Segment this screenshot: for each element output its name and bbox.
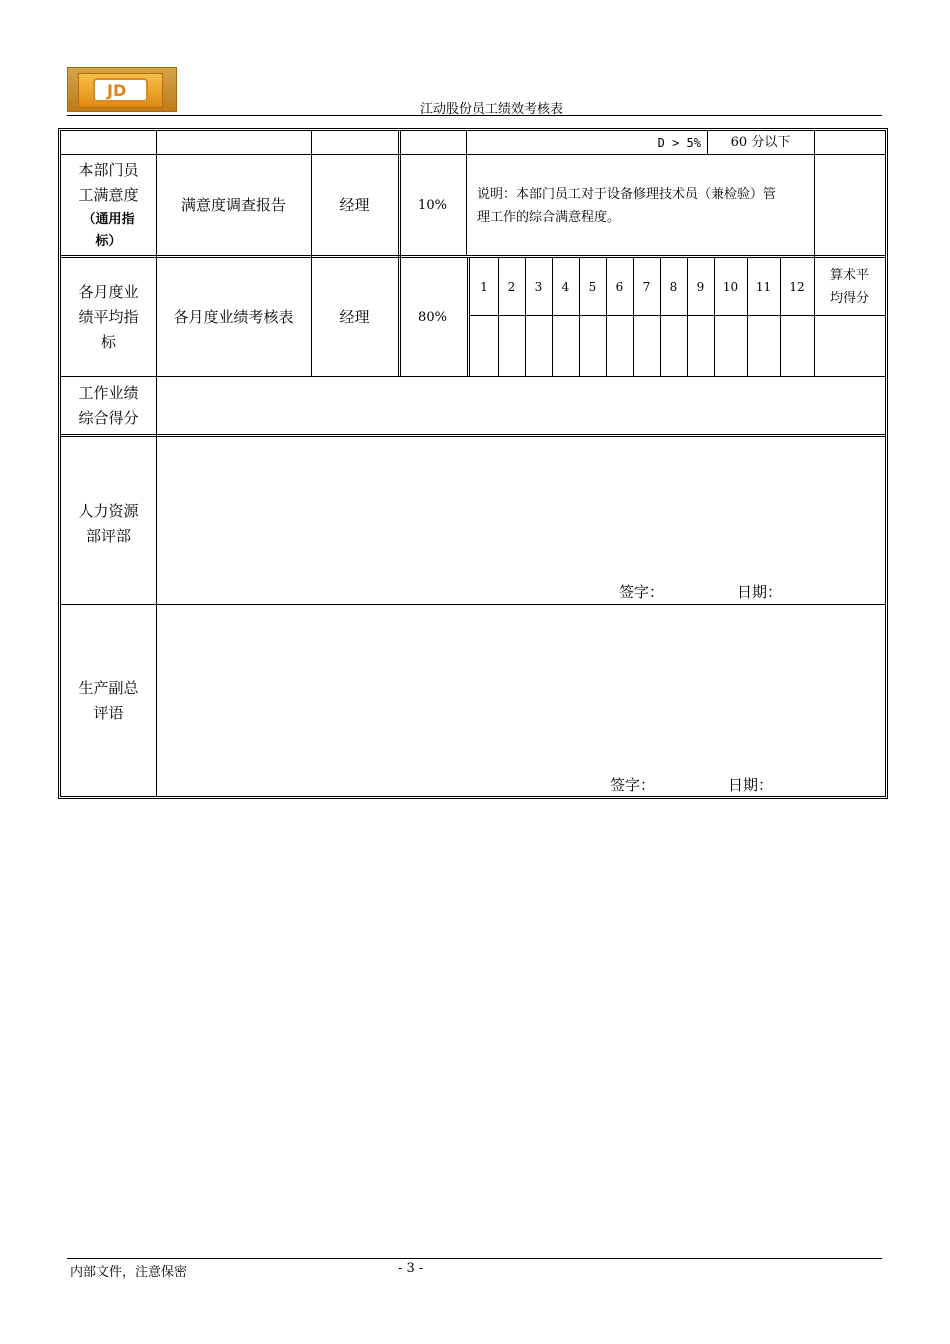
header-divider bbox=[67, 115, 882, 116]
indicator-name-line: 各月度业 bbox=[78, 282, 139, 301]
month-header: 6 bbox=[615, 279, 624, 294]
month-header: 10 bbox=[722, 279, 739, 294]
satisfaction-note bbox=[470, 155, 814, 255]
average-score-label bbox=[814, 258, 885, 315]
row-divider bbox=[470, 315, 885, 316]
confidential-notice: 内部文件，注意保密 bbox=[70, 1265, 188, 1280]
overall-label-line: 综合得分 bbox=[78, 408, 139, 427]
company-logo bbox=[67, 67, 177, 112]
month-header: 11 bbox=[755, 279, 772, 294]
month-header: 9 bbox=[696, 279, 705, 294]
logo-text: JD bbox=[107, 81, 127, 100]
overall-label-line: 工作业绩 bbox=[78, 383, 139, 402]
vp-label-line: 生产副总 bbox=[78, 679, 139, 697]
indicator-name-line: 绩平均指 bbox=[78, 307, 139, 326]
note-line: 说明：本部门员工对于设备修理技术员（兼检验）管 bbox=[477, 187, 777, 202]
hr-sign-label: 签字： bbox=[619, 582, 665, 601]
month-header: 3 bbox=[534, 279, 543, 294]
hr-label-line: 部评部 bbox=[85, 527, 131, 545]
page-number: - 3 - bbox=[398, 1261, 424, 1276]
vp-review-label bbox=[61, 605, 156, 797]
overall-score-label bbox=[61, 377, 156, 434]
satisfaction-weight: 10% bbox=[418, 197, 447, 213]
month-header: 8 bbox=[669, 279, 678, 294]
satisfaction-indicator-name bbox=[61, 155, 156, 255]
performance-table bbox=[58, 128, 888, 799]
month-header: 4 bbox=[561, 279, 570, 294]
month-header: 7 bbox=[642, 279, 651, 294]
monthly-evaluator: 经理 bbox=[339, 307, 370, 326]
vp-date-label: 日期： bbox=[728, 775, 774, 794]
monthly-source: 各月度业绩考核表 bbox=[173, 307, 294, 326]
general-indicator-tag: 标） bbox=[95, 234, 122, 249]
month-header: 5 bbox=[588, 279, 597, 294]
indicator-name-line: 本部门员 bbox=[78, 161, 139, 179]
vp-sign-label: 签字： bbox=[610, 775, 656, 794]
vp-label-line: 评语 bbox=[93, 704, 124, 722]
monthly-indicator-name bbox=[61, 258, 156, 376]
indicator-name-line: 工满意度 bbox=[78, 186, 139, 204]
month-header: 2 bbox=[507, 279, 516, 294]
grade-criteria: D > 5% bbox=[657, 135, 701, 150]
page-header-title: 江动股份员工绩效考核表 bbox=[420, 102, 564, 117]
hr-review-label bbox=[61, 437, 156, 604]
satisfaction-evaluator: 经理 bbox=[339, 195, 370, 214]
footer-divider bbox=[67, 1258, 882, 1259]
hr-date-label: 日期： bbox=[737, 582, 783, 601]
month-header: 12 bbox=[789, 279, 805, 294]
satisfaction-source: 满意度调查报告 bbox=[180, 195, 286, 214]
row-divider bbox=[61, 376, 885, 377]
indicator-name-line: 标 bbox=[100, 332, 116, 351]
col-divider bbox=[814, 131, 815, 377]
note-line: 理工作的综合满意程度。 bbox=[477, 210, 621, 225]
hr-label-line: 人力资源 bbox=[78, 502, 139, 520]
grade-score: 60 分以下 bbox=[730, 135, 791, 150]
month-header: 1 bbox=[480, 279, 488, 294]
monthly-weight: 80% bbox=[418, 309, 447, 325]
average-label-line: 均得分 bbox=[829, 290, 869, 306]
average-label-line: 算术平 bbox=[829, 267, 869, 283]
general-indicator-tag: （通用指 bbox=[82, 212, 135, 227]
row-divider bbox=[61, 434, 885, 437]
